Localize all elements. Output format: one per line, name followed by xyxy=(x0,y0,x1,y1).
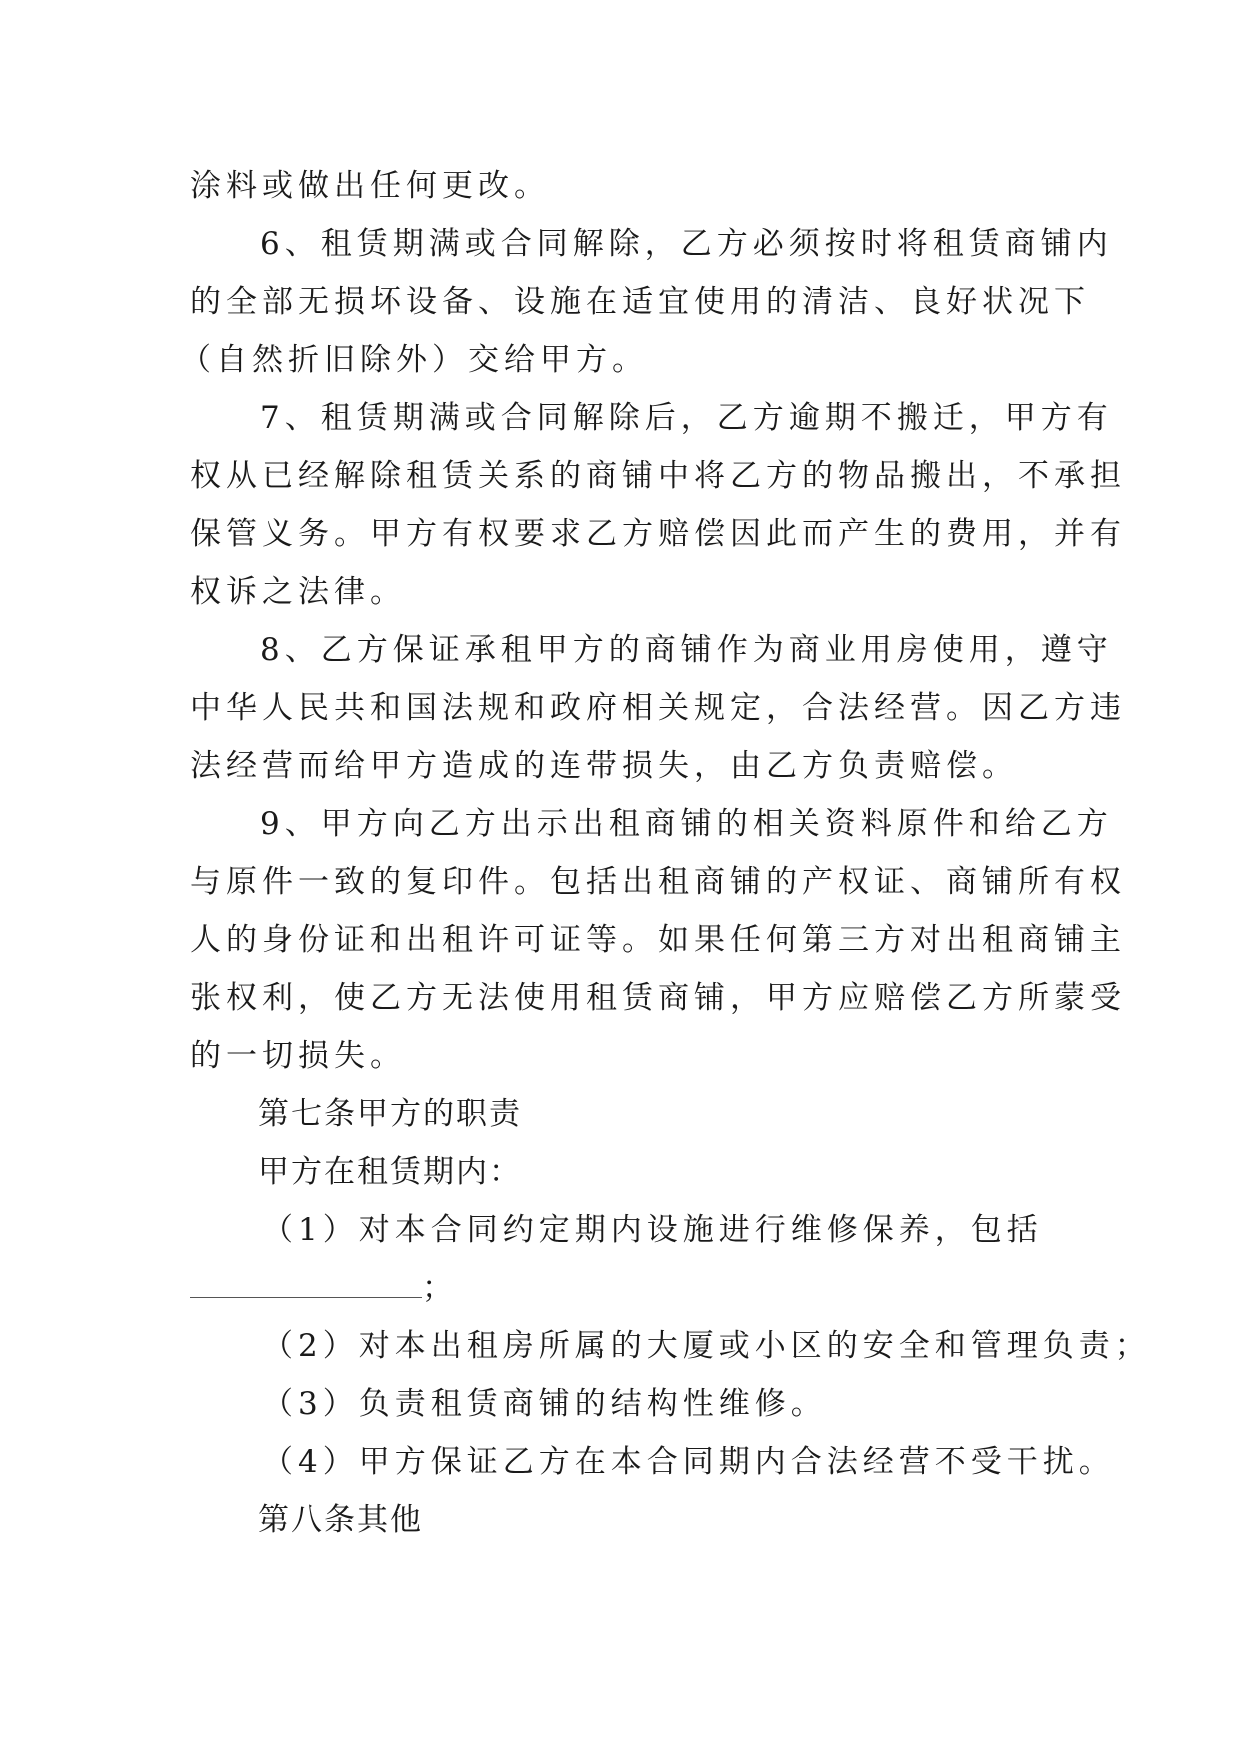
text-line: 与原件一致的复印件。包括出租商铺的产权证、商铺所有权 xyxy=(190,864,1126,900)
text-line: 权从已经解除租赁关系的商铺中将乙方的物品搬出，不承担 xyxy=(190,458,1126,494)
text-line: ； xyxy=(422,1270,453,1306)
text-line: 的一切损失。 xyxy=(190,1038,406,1074)
text-line: 保管义务。甲方有权要求乙方赔偿因此而产生的费用，并有 xyxy=(190,516,1126,552)
text-line: 权诉之法律。 xyxy=(190,574,406,610)
text-line: 人的身份证和出租许可证等。如果任何第三方对出租商铺主 xyxy=(190,922,1126,958)
section-heading-7: 第七条甲方的职责 xyxy=(258,1096,522,1132)
clause-6-start: 6、租赁期满或合同解除，乙方必须按时将租赁商铺内 xyxy=(260,226,1113,262)
text-line: 法经营而给甲方造成的连带损失，由乙方负责赔偿。 xyxy=(190,748,1018,784)
clause-7-start: 7、租赁期满或合同解除后，乙方逾期不搬迁，甲方有 xyxy=(260,400,1113,436)
text-line: 的全部无损坏设备、设施在适宜使用的清洁、良好状况下 xyxy=(190,284,1090,320)
clause-9-start: 9、甲方向乙方出示出租商铺的相关资料原件和给乙方 xyxy=(260,806,1113,842)
list-item-1: （1）对本合同约定期内设施进行维修保养，包括 xyxy=(262,1212,1043,1248)
list-item-2: （2）对本出租房所属的大厦或小区的安全和管理负责； xyxy=(262,1328,1151,1364)
text-line: 张权利，使乙方无法使用租赁商铺，甲方应赔偿乙方所蒙受 xyxy=(190,980,1126,1016)
list-item-3: （3）负责租赁商铺的结构性维修。 xyxy=(262,1386,827,1422)
fill-in-line xyxy=(190,1266,453,1310)
text-line: 涂料或做出任何更改。 xyxy=(190,168,550,204)
text-line: 甲方在租赁期内： xyxy=(258,1154,522,1190)
blank-underline xyxy=(190,1297,422,1298)
list-item-4: （4）甲方保证乙方在本合同期内合法经营不受干扰。 xyxy=(262,1444,1115,1480)
text-line: （自然折旧除外）交给甲方。 xyxy=(180,342,648,378)
section-heading-8: 第八条其他 xyxy=(258,1502,423,1538)
text-line: 中华人民共和国法规和政府相关规定，合法经营。因乙方违 xyxy=(190,690,1126,726)
clause-8-start: 8、乙方保证承租甲方的商铺作为商业用房使用，遵守 xyxy=(260,632,1113,668)
